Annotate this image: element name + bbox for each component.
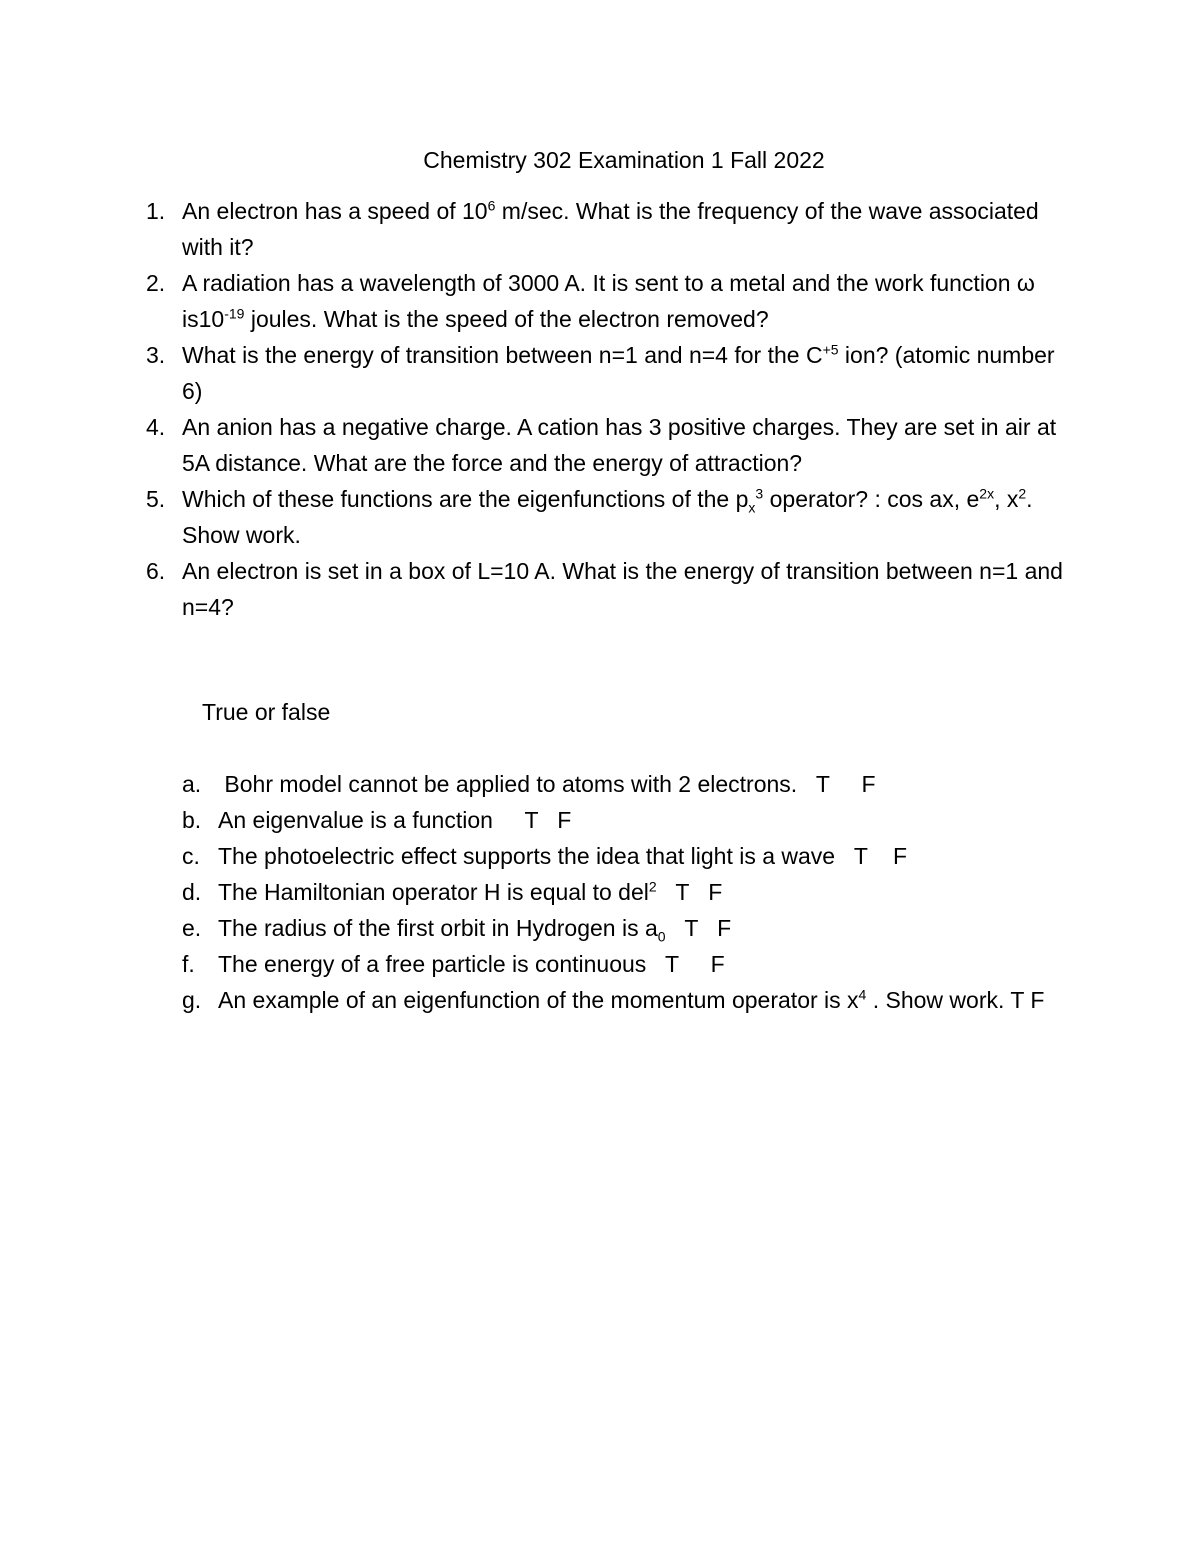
question-text: A radiation has a wavelength of 3000 A. It is sent to a metal and the work function ω is10 (182, 270, 1035, 332)
subscript: 0 (657, 928, 666, 945)
tf-item-a (180, 766, 1060, 802)
question-text: Which of these functions are the eigenfunctions of the p (182, 486, 749, 512)
question-4 (140, 409, 1070, 481)
tf-text: . Show work. T F (866, 987, 1045, 1013)
superscript: 4 (858, 986, 867, 1003)
question-5 (140, 481, 1070, 553)
tf-text: The radius of the first orbit in Hydrogen is a (218, 915, 658, 941)
superscript: 2x (979, 485, 995, 502)
question-number: 1. (146, 198, 166, 224)
tf-item-b (180, 802, 1060, 838)
tf-text: An eigenvalue is a function T F (218, 807, 572, 833)
superscript: 2 (648, 878, 657, 895)
page-title: Chemistry 302 Examination 1 Fall 2022 (423, 147, 825, 173)
question-number: 6. (146, 558, 166, 584)
question-text: . Show work. (182, 486, 1033, 548)
question-text: An electron has a speed of 10 (182, 198, 488, 224)
question-number: 3. (146, 342, 166, 368)
question-text: An electron is set in a box of L=10 A. What is the energy of transition between n=1 and n=4? (182, 558, 1063, 620)
question-3 (140, 337, 1070, 409)
question-2 (140, 265, 1070, 337)
tf-item-g (180, 982, 1060, 1018)
tf-text: The Hamiltonian operator H is equal to del (218, 879, 649, 905)
tf-text: T F (665, 915, 732, 941)
tf-text: Bohr model cannot be applied to atoms with 2 electrons. T F (218, 771, 876, 797)
question-list (140, 193, 1070, 625)
tf-letter: b. (182, 807, 202, 833)
superscript: 3 (755, 485, 764, 502)
superscript: 6 (487, 197, 496, 214)
question-1 (140, 193, 1070, 265)
question-text: What is the energy of transition between n=1 and n=4 for the C (182, 342, 823, 368)
question-number: 5. (146, 486, 166, 512)
question-text: , x (994, 486, 1019, 512)
tf-letter: d. (182, 879, 202, 905)
true-false-heading: True or false (202, 699, 331, 725)
superscript: 2 (1018, 485, 1027, 502)
tf-letter: e. (182, 915, 202, 941)
superscript: +5 (822, 341, 839, 358)
tf-text: The energy of a free particle is continuous T F (218, 951, 725, 977)
tf-letter: c. (182, 843, 200, 869)
tf-item-c (180, 838, 1060, 874)
tf-text: T F (656, 879, 723, 905)
tf-text: The photoelectric effect supports the idea that light is a wave T F (218, 843, 908, 869)
question-number: 2. (146, 270, 166, 296)
superscript: -19 (224, 305, 245, 322)
tf-letter: g. (182, 987, 202, 1013)
tf-item-e (180, 910, 1060, 946)
question-text: operator? : cos ax, e (763, 486, 980, 512)
question-6 (140, 553, 1070, 625)
question-text: joules. What is the speed of the electron removed? (244, 306, 769, 332)
question-text: An anion has a negative charge. A cation has 3 positive charges. They are set in air at 5A distance. What are the force and the energy of attraction? (182, 414, 1057, 476)
tf-item-f (180, 946, 1060, 982)
question-text: ion? (atomic number 6) (182, 342, 1055, 404)
tf-letter: f. (182, 951, 195, 977)
question-number: 4. (146, 414, 166, 440)
true-false-list (180, 766, 1060, 1018)
subscript: x (748, 499, 756, 516)
question-text: m/sec. What is the frequency of the wave associated with it? (182, 198, 1039, 260)
tf-text: An example of an eigenfunction of the momentum operator is x (218, 987, 859, 1013)
tf-item-d (180, 874, 1060, 910)
tf-letter: a. (182, 771, 202, 797)
